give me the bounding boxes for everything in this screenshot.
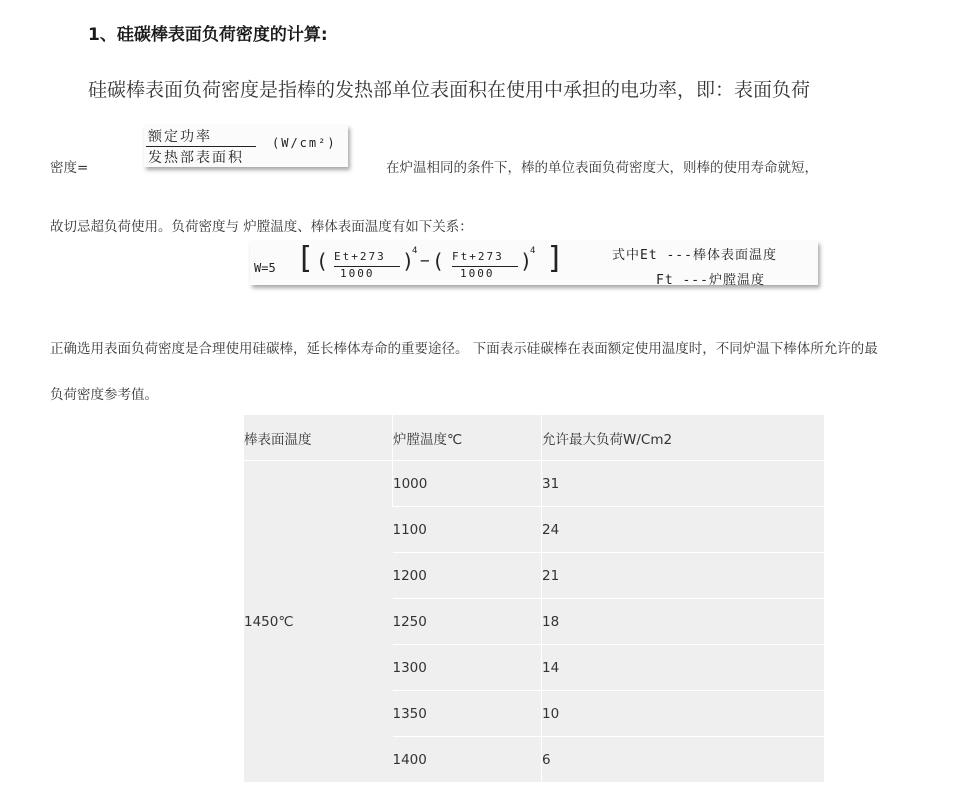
furnace-temp-cell: 1200 [393, 553, 542, 599]
furnace-temp-cell: 1350 [393, 691, 542, 737]
paragraph-reference: 负荷密度参考值。 [50, 387, 158, 403]
fraction2-numerator: Ft+273 [452, 250, 504, 263]
density-label: 密度= [50, 160, 89, 176]
exponent-1: 4 [412, 246, 418, 256]
furnace-temp-cell: 1250 [393, 599, 542, 645]
formula-image-density [144, 125, 348, 167]
paragraph-relation: 故切忌超负荷使用。负荷密度与 炉膛温度、棒体表面温度有如下关系： [50, 219, 473, 235]
max-load-cell: 18 [542, 599, 825, 645]
formula-unit: (W/cm²) [272, 136, 337, 150]
paren-close: ) [402, 249, 415, 273]
paren-open: ( [316, 249, 329, 273]
furnace-temp-cell: 1100 [393, 507, 542, 553]
header-max-load: 允许最大负荷W/Cm2 [542, 415, 825, 461]
intro-paragraph: 硅碳棒表面负荷密度是指棒的发热部单位表面积在使用中承担的电功率，即：表面负荷 [88, 79, 811, 101]
minus-sign: − [420, 251, 430, 270]
header-furnace-temp: 炉膛温度℃ [393, 415, 542, 461]
paren-open-2: ( [432, 249, 445, 273]
furnace-temp-cell: 1400 [393, 737, 542, 783]
furnace-temp-cell: 1300 [393, 645, 542, 691]
paragraph-selection: 正确选用表面负荷密度是合理使用硅碳棒，延长棒体寿命的重要途径。 下面表示硅碳棒在表面额定使用温度时，不同炉温下棒体所允许的最 [50, 341, 878, 357]
max-load-cell: 24 [542, 507, 825, 553]
formula-numerator: 额定功率 [148, 129, 212, 145]
max-load-cell: 10 [542, 691, 825, 737]
surface-temp-cell: 1450℃ [244, 461, 393, 783]
max-load-cell: 31 [542, 461, 825, 507]
max-load-cell: 21 [542, 553, 825, 599]
paren-close-2: ) [520, 249, 533, 273]
bracket-open: [ [296, 241, 315, 276]
load-density-table [244, 414, 824, 782]
furnace-temp-cell: 1000 [393, 461, 542, 507]
max-load-cell: 6 [542, 737, 825, 783]
fraction1-numerator: Et+273 [334, 250, 386, 263]
header-surface-temp: 棒表面温度 [244, 415, 393, 461]
fraction2-denominator: 1000 [460, 267, 495, 280]
max-load-cell: 14 [542, 645, 825, 691]
table-row [244, 461, 824, 507]
formula-lhs: W=5 [254, 261, 276, 275]
label-et: 式中Et ---棒体表面温度 [612, 248, 777, 263]
paragraph-lifetime: 在炉温相同的条件下，棒的单位表面负荷密度大，则棒的使用寿命就短， [386, 160, 818, 176]
section-heading: 1、硅碳棒表面负荷密度的计算: [88, 25, 328, 45]
formula-image-relation [250, 241, 818, 288]
formula-denominator: 发热部表面积 [148, 150, 244, 166]
exponent-2: 4 [530, 246, 536, 256]
fraction1-denominator: 1000 [340, 267, 375, 280]
bracket-close: ] [546, 241, 565, 276]
table-header-row [244, 415, 824, 461]
label-ft: Ft ---炉膛温度 [656, 273, 765, 288]
